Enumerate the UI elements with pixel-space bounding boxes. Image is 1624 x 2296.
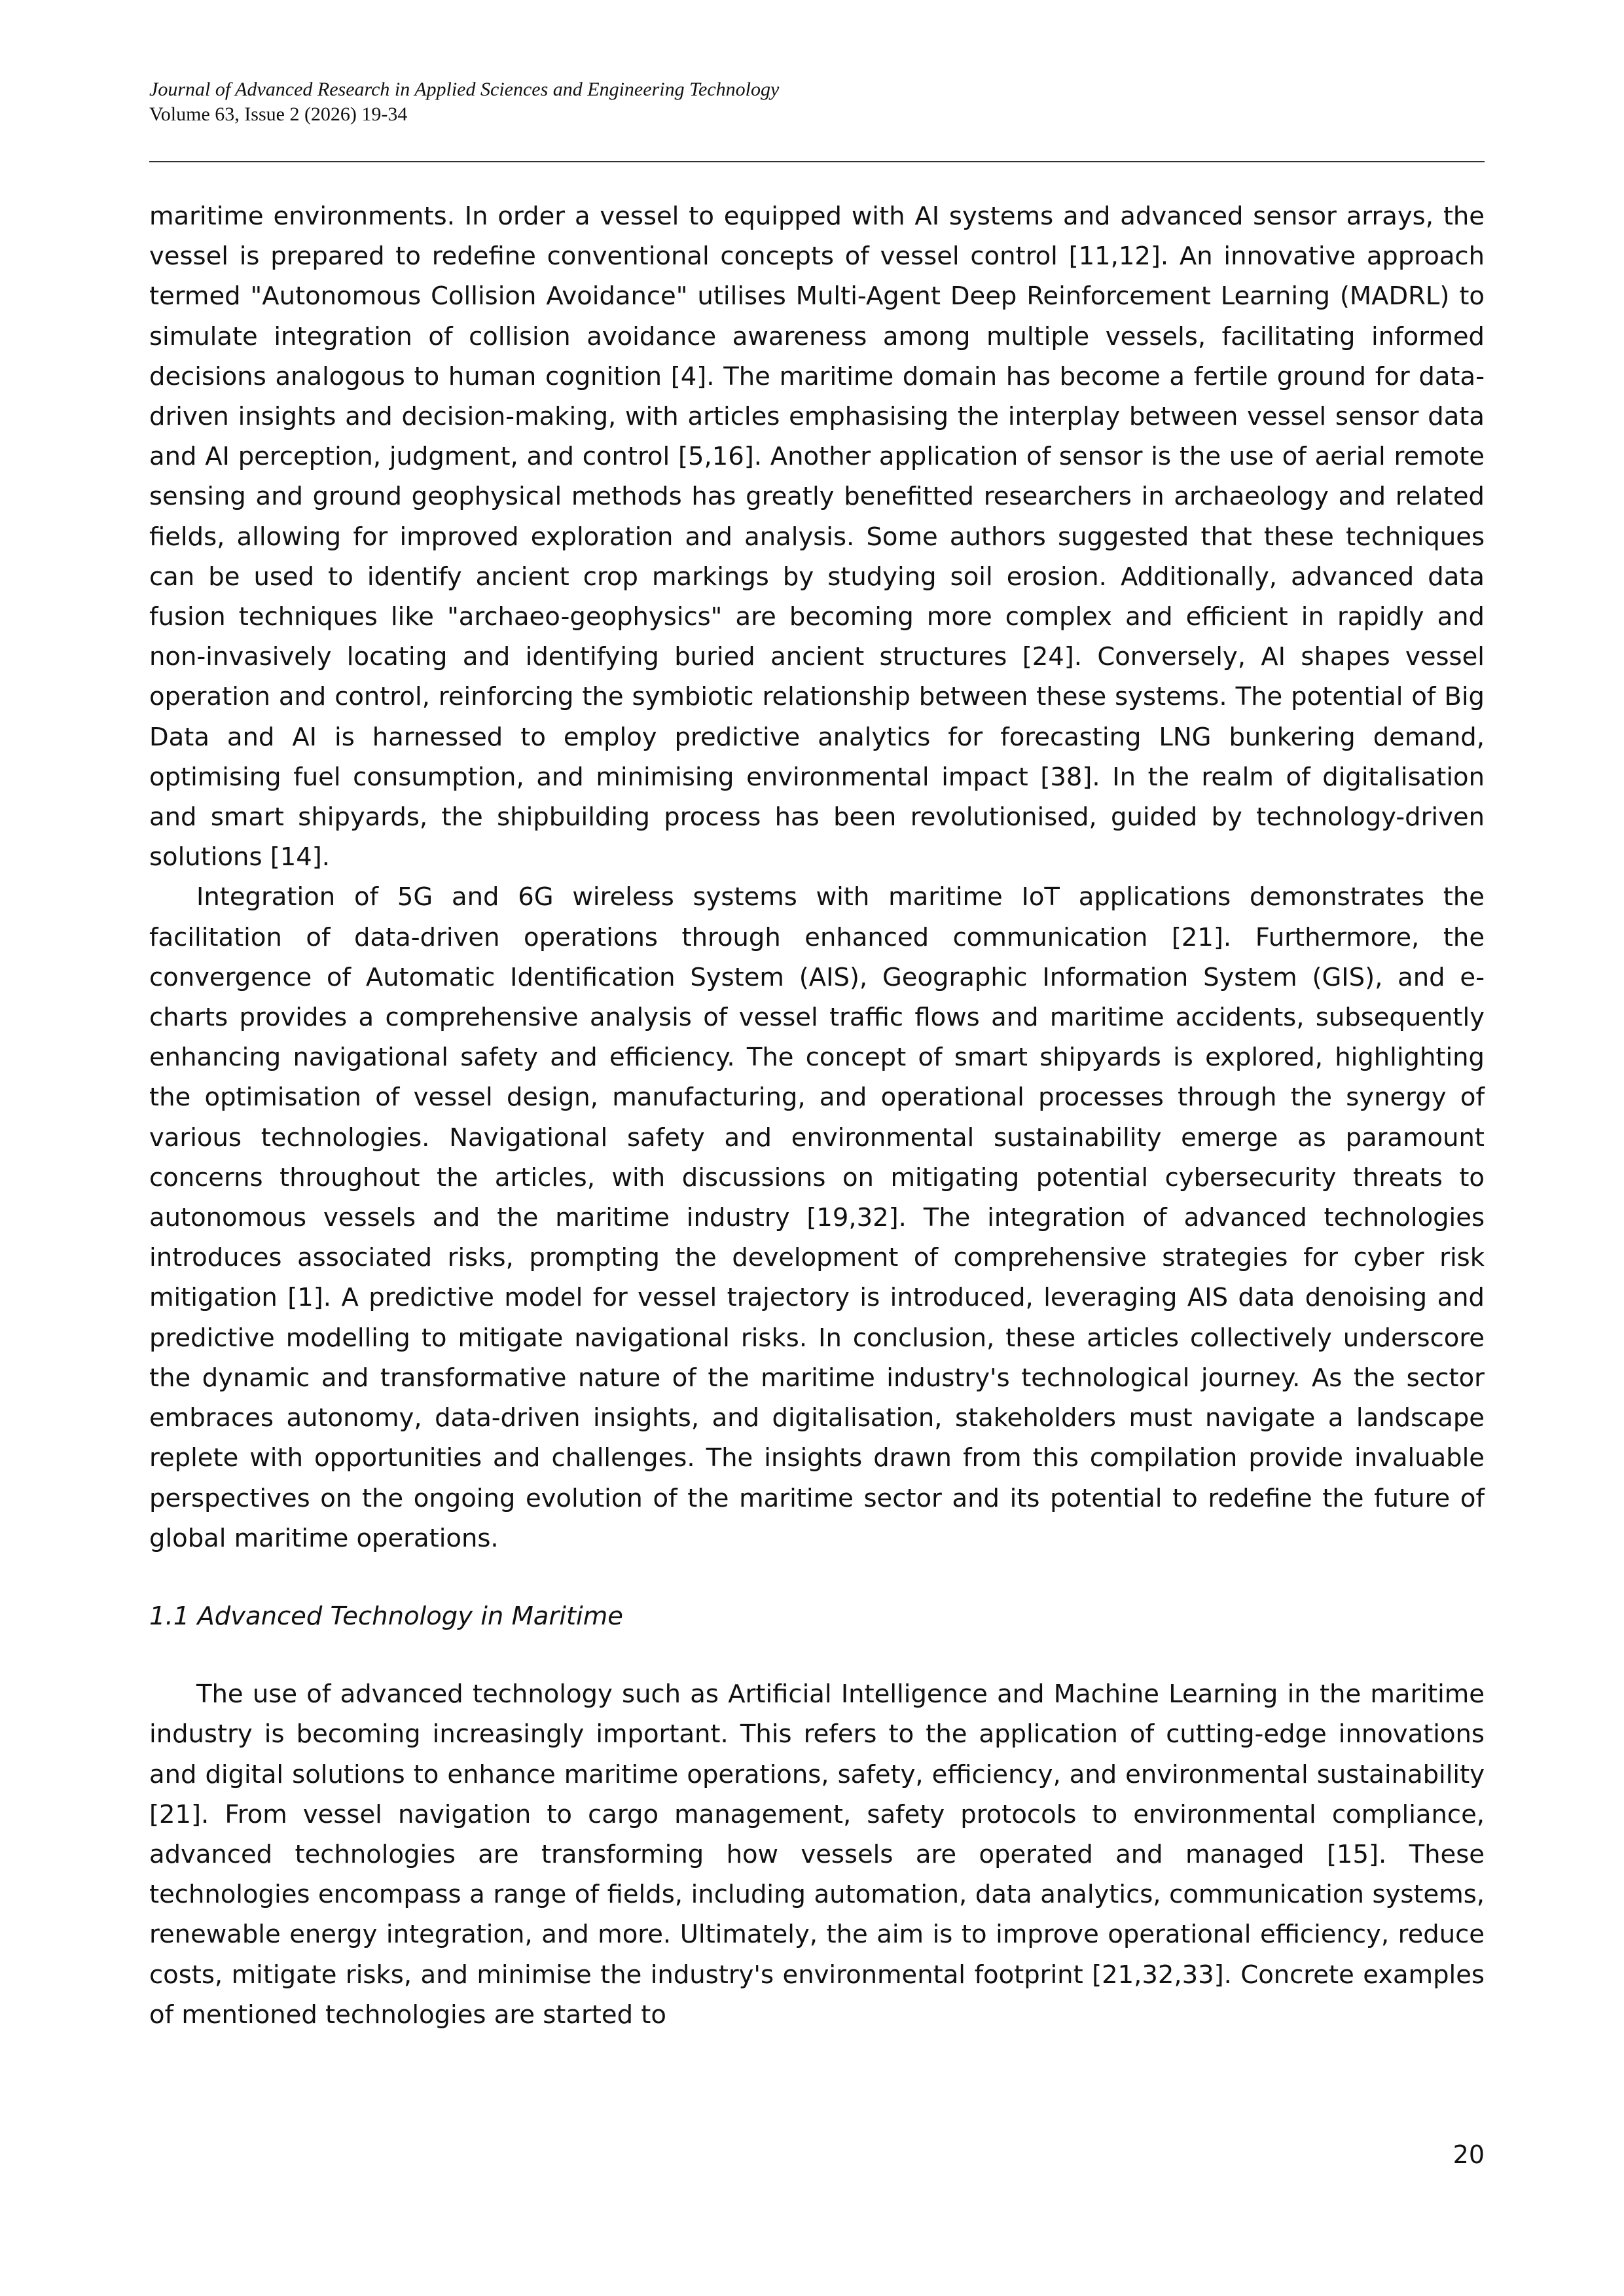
journal-title: Journal of Advanced Research in Applied Sciences and Engineering Technology xyxy=(149,79,780,100)
article-body xyxy=(149,196,1485,2035)
page-number: 20 xyxy=(1453,2140,1485,2169)
body-paragraph-2: Integration of 5G and 6G wireless systems with maritime IoT applications demonstrates the facilitation of data-driven operations through enhanced communication [21]. Furthermore, the convergence of Automatic Identification System (AIS), Geographic Information System (GIS), and e-charts provides a comprehensive analysis of vessel traffic flows and maritime accidents, subsequently enhancing navigational safety and efficiency. The concept of smart shipyards is explored, highlighting the optimisation of vessel design, manufacturing, and operational processes through the synergy of various technologies. Navigational safety and environmental sustainability emerge as paramount concerns throughout the articles, with discussions on mitigating potential cybersecurity threats to autonomous vessels and the maritime industry [19,32]. The integration of advanced technologies introduces associated risks, prompting the development of comprehensive strategies for cyber risk mitigation [1]. A predictive model for vessel trajectory is introduced, leveraging AIS data denoising and predictive modelling to mitigate navigational risks. In conclusion, these articles collectively underscore the dynamic and transformative nature of the maritime industry's technological journey. As the sector embraces autonomy, data-driven insights, and digitalisation, stakeholders must navigate a landscape replete with opportunities and challenges. The insights drawn from this compilation provide invaluable perspectives on the ongoing evolution of the maritime sector and its potential to redefine the future of global maritime operations. xyxy=(149,882,1485,1553)
header-divider xyxy=(149,161,1485,162)
running-header xyxy=(149,77,1485,127)
journal-volume: Volume 63, Issue 2 (2026) 19-34 xyxy=(149,103,408,125)
section-heading: 1.1 Advanced Technology in Maritime xyxy=(149,1601,623,1631)
body-paragraph-1: maritime environments. In order a vessel to equipped with AI systems and advanced sensor arrays, the vessel is prepared to redefine conventional concepts of vessel control [11,12]. An innovative approach termed "Autonomous Collision Avoidance" utilises Multi-Agent Deep Reinforcement Learning (MADRL) to simulate integration of collision avoidance awareness among multiple vessels, facilitating informed decisions analogous to human cognition [4]. The maritime domain has become a fertile ground for data-driven insights and decision-making, with articles emphasising the interplay between vessel sensor data and AI perception, judgment, and control [5,16]. Another application of sensor is the use of aerial remote sensing and ground geophysical methods has greatly benefitted researchers in archaeology and related fields, allowing for improved exploration and analysis. Some authors suggested that these techniques can be used to identify ancient crop markings by studying soil erosion. Additionally, advanced data fusion techniques like "archaeo-geophysics" are becoming more complex and efficient in rapidly and non-invasively locating and identifying buried ancient structures [24]. Conversely, AI shapes vessel operation and control, reinforcing the symbiotic relationship between these systems. The potential of Big Data and AI is harnessed to employ predictive analytics for forecasting LNG bunkering demand, optimising fuel consumption, and minimising environmental impact [38]. In the realm of digitalisation and smart shipyards, the shipbuilding process has been revolutionised, guided by technology-driven solutions [14]. xyxy=(149,202,1485,872)
body-paragraph-3: The use of advanced technology such as Artificial Intelligence and Machine Learning in the maritime industry is becoming increasingly important. This refers to the application of cutting-edge innovations and digital solutions to enhance maritime operations, safety, efficiency, and environmental sustainability [21]. From vessel navigation to cargo management, safety protocols to environmental compliance, advanced technologies are transforming how vessels are operated and managed [15]. These technologies encompass a range of fields, including automation, data analytics, communication systems, renewable energy integration, and more. Ultimately, the aim is to improve operational efficiency, reduce costs, mitigate risks, and minimise the industry's environmental footprint [21,32,33]. Concrete examples of mentioned technologies are started to xyxy=(149,1679,1485,2030)
